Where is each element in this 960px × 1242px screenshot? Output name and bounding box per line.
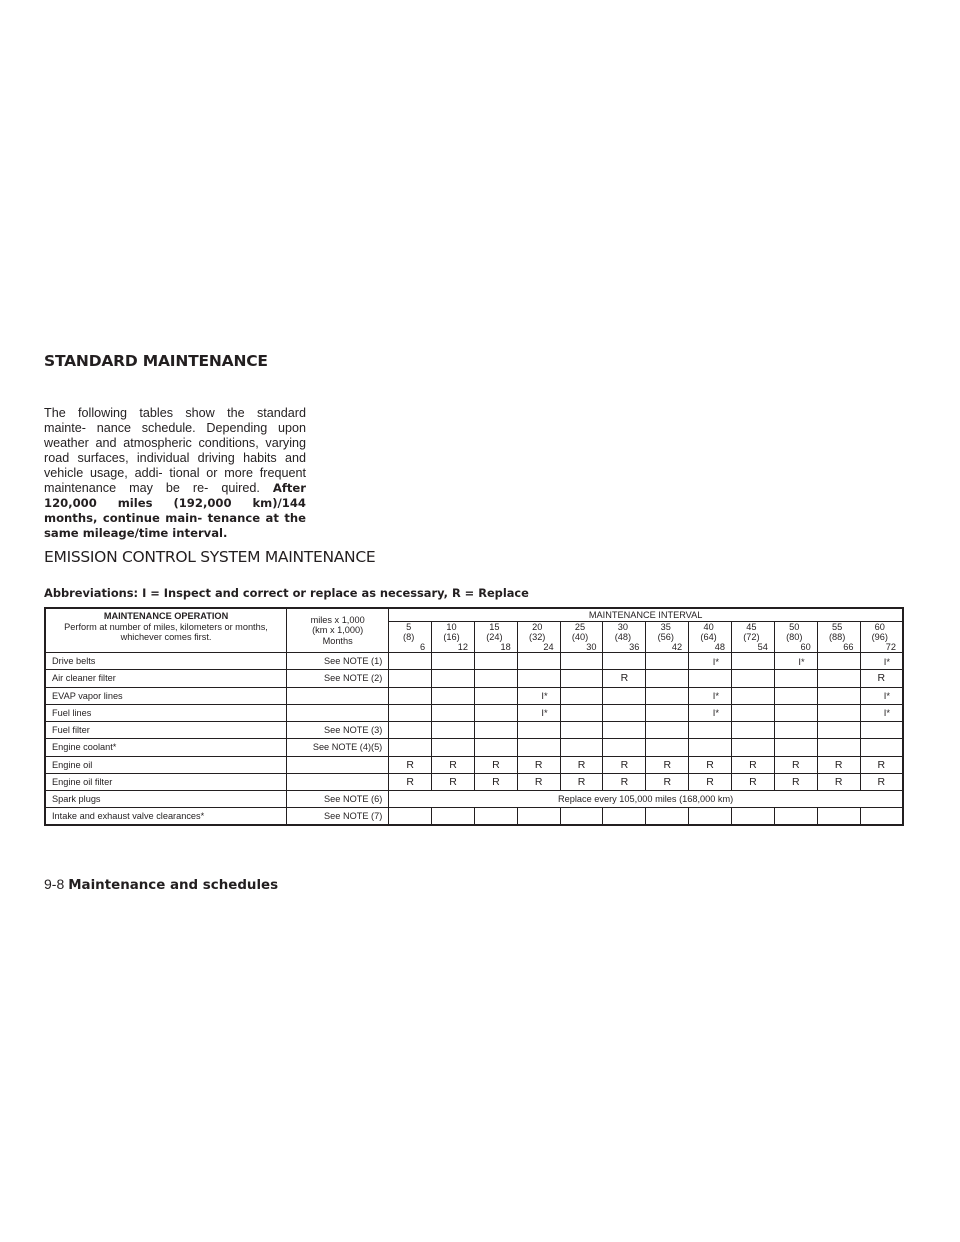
maintenance-note: See NOTE (2) <box>287 670 389 687</box>
interval-miles: 5 <box>406 622 412 632</box>
interval-cell <box>432 670 475 687</box>
interval-cell <box>646 739 689 756</box>
interval-cell: R <box>817 773 860 790</box>
interval-cell <box>732 704 775 721</box>
interval-cell <box>474 808 517 825</box>
maintenance-note: See NOTE (3) <box>287 722 389 739</box>
interval-cell: I* <box>517 704 560 721</box>
table-row <box>45 739 903 756</box>
interval-cell <box>646 653 689 670</box>
interval-cell: R <box>474 756 517 773</box>
operation-description: Perform at number of miles, kilometers or months, whichever comes first. <box>64 621 268 642</box>
interval-cell: R <box>603 773 646 790</box>
interval-cell <box>817 808 860 825</box>
interval-cell: R <box>389 756 432 773</box>
table-row <box>45 653 903 670</box>
interval-cell <box>432 704 475 721</box>
table-row <box>45 756 903 773</box>
interval-km: (88) <box>828 632 846 642</box>
interval-cell <box>774 704 817 721</box>
interval-cell <box>817 722 860 739</box>
emission-heading: EMISSION CONTROL SYSTEM MAINTENANCE <box>44 548 376 566</box>
interval-column-header <box>560 622 603 653</box>
maintenance-note: See NOTE (7) <box>287 808 389 825</box>
maintenance-table <box>44 607 904 826</box>
interval-cell <box>603 653 646 670</box>
interval-cell <box>817 653 860 670</box>
units-miles: miles x 1,000 <box>310 614 365 625</box>
interval-miles: 60 <box>874 622 885 632</box>
interval-miles: 15 <box>489 622 500 632</box>
interval-cell: I* <box>517 687 560 704</box>
interval-months: 6 <box>419 642 426 652</box>
interval-cell: R <box>774 756 817 773</box>
operation-header <box>45 608 287 653</box>
interval-cell <box>774 670 817 687</box>
maintenance-note <box>287 756 389 773</box>
interval-cell <box>774 687 817 704</box>
interval-months: 54 <box>757 642 768 652</box>
interval-cell: R <box>603 756 646 773</box>
maintenance-item: Intake and exhaust valve clearances* <box>45 808 287 825</box>
interval-cell <box>732 722 775 739</box>
interval-cell: R <box>560 773 603 790</box>
interval-km: (16) <box>443 632 460 642</box>
interval-months: 12 <box>457 642 468 652</box>
interval-km: (72) <box>743 632 760 642</box>
interval-miles: 50 <box>789 622 800 632</box>
interval-cell: I* <box>689 653 732 670</box>
interval-cell <box>817 739 860 756</box>
interval-column-header <box>432 622 475 653</box>
interval-months: 66 <box>843 642 854 652</box>
maintenance-note: See NOTE (4)(5) <box>287 739 389 756</box>
interval-cell: R <box>817 756 860 773</box>
interval-cell <box>689 739 732 756</box>
table-row <box>45 704 903 721</box>
maintenance-item: Engine coolant* <box>45 739 287 756</box>
interval-months: 30 <box>586 642 597 652</box>
interval-cell: I* <box>860 653 903 670</box>
interval-months: 48 <box>714 642 725 652</box>
interval-cell <box>560 739 603 756</box>
interval-cell <box>432 687 475 704</box>
maintenance-item: Engine oil <box>45 756 287 773</box>
section-heading: STANDARD MAINTENANCE <box>44 352 268 370</box>
interval-miles: 55 <box>831 622 843 632</box>
interval-cell <box>774 739 817 756</box>
page-number: 9-8 <box>44 876 65 892</box>
interval-cell: R <box>517 773 560 790</box>
interval-cell: R <box>774 773 817 790</box>
interval-cell: I* <box>689 687 732 704</box>
interval-cell: R <box>560 756 603 773</box>
table-row <box>45 773 903 790</box>
interval-cell <box>517 670 560 687</box>
interval-cell <box>432 808 475 825</box>
interval-cell: R <box>732 756 775 773</box>
maintenance-item: Drive belts <box>45 653 287 670</box>
page-footer <box>44 876 278 893</box>
maintenance-note: See NOTE (6) <box>287 791 389 808</box>
interval-cell <box>860 722 903 739</box>
interval-km: (24) <box>486 632 503 642</box>
interval-cell <box>646 704 689 721</box>
interval-km: (40) <box>571 632 589 642</box>
interval-cell <box>517 808 560 825</box>
interval-column-header <box>774 622 817 653</box>
interval-cell <box>560 670 603 687</box>
interval-cell: R <box>517 756 560 773</box>
interval-miles: 45 <box>746 622 757 632</box>
interval-cell <box>603 704 646 721</box>
interval-cell <box>474 670 517 687</box>
interval-cell <box>389 808 432 825</box>
table-row <box>45 687 903 704</box>
interval-column-header <box>603 622 646 653</box>
interval-cell <box>432 722 475 739</box>
interval-miles: 40 <box>703 622 714 632</box>
interval-cell <box>560 722 603 739</box>
interval-column-header <box>517 622 560 653</box>
interval-cell <box>817 687 860 704</box>
table-row <box>45 791 903 808</box>
interval-cell: R <box>689 773 732 790</box>
interval-cell <box>560 653 603 670</box>
maintenance-item: Air cleaner filter <box>45 670 287 687</box>
interval-months: 18 <box>500 642 511 652</box>
interval-cell <box>603 739 646 756</box>
interval-km: (8) <box>403 632 415 642</box>
interval-cell <box>603 808 646 825</box>
interval-cell: R <box>603 670 646 687</box>
interval-cell <box>689 722 732 739</box>
interval-cell <box>732 670 775 687</box>
interval-cell <box>474 653 517 670</box>
interval-column-header <box>860 622 903 653</box>
interval-cell: R <box>646 756 689 773</box>
interval-cell: R <box>689 756 732 773</box>
maintenance-item: Fuel filter <box>45 722 287 739</box>
interval-cell <box>646 722 689 739</box>
interval-cell <box>860 808 903 825</box>
interval-miles: 25 <box>574 622 586 632</box>
interval-cell: R <box>732 773 775 790</box>
interval-km: (80) <box>786 632 803 642</box>
maintenance-item: Spark plugs <box>45 791 287 808</box>
interval-km: (56) <box>657 632 674 642</box>
table-row <box>45 808 903 825</box>
interval-cell <box>389 704 432 721</box>
maintenance-note: See NOTE (1) <box>287 653 389 670</box>
interval-cell <box>474 704 517 721</box>
interval-cell <box>646 808 689 825</box>
interval-cell <box>732 687 775 704</box>
interval-column-header <box>646 622 689 653</box>
interval-cell: I* <box>774 653 817 670</box>
interval-cell: R <box>432 773 475 790</box>
interval-cell: I* <box>860 687 903 704</box>
interval-cell <box>560 808 603 825</box>
interval-cell <box>389 687 432 704</box>
interval-cell <box>732 653 775 670</box>
interval-cell <box>389 739 432 756</box>
units-km: (km x 1,000) <box>312 625 364 636</box>
table-row <box>45 722 903 739</box>
interval-cell <box>517 722 560 739</box>
interval-cell: R <box>860 773 903 790</box>
interval-cell <box>517 739 560 756</box>
interval-cell <box>389 722 432 739</box>
interval-cell <box>732 739 775 756</box>
interval-column-header <box>817 622 860 653</box>
interval-cell: R <box>646 773 689 790</box>
interval-cell: R <box>389 773 432 790</box>
interval-cell <box>517 653 560 670</box>
interval-cell <box>432 739 475 756</box>
intro-paragraph <box>44 406 306 541</box>
maintenance-item: EVAP vapor lines <box>45 687 287 704</box>
interval-cell <box>689 808 732 825</box>
operation-title: MAINTENANCE OPERATION <box>103 611 229 621</box>
maintenance-note <box>287 687 389 704</box>
interval-cell <box>817 704 860 721</box>
interval-cell <box>603 722 646 739</box>
intro-text: The following tables show the standard mainte- nance schedule. Depending upon weather and atmospheric conditions, varying road surfaces, individual driving habits and vehicle usage, addi- tional or more frequent maintenance may be re- quired. <box>44 406 306 495</box>
table-row <box>45 670 903 687</box>
interval-months: 24 <box>543 642 554 652</box>
interval-km: (64) <box>700 632 717 642</box>
interval-cell <box>860 739 903 756</box>
interval-cell: R <box>860 670 903 687</box>
interval-cell <box>560 704 603 721</box>
interval-cell <box>732 808 775 825</box>
interval-column-header <box>389 622 432 653</box>
interval-cell: R <box>860 756 903 773</box>
maintenance-note <box>287 773 389 790</box>
interval-cell <box>389 670 432 687</box>
interval-cell <box>389 653 432 670</box>
interval-cell: R <box>474 773 517 790</box>
interval-km: (96) <box>871 632 888 642</box>
interval-cell: I* <box>689 704 732 721</box>
interval-cell <box>774 722 817 739</box>
interval-cell <box>646 687 689 704</box>
interval-cell: I* <box>860 704 903 721</box>
interval-header: MAINTENANCE INTERVAL <box>389 608 903 622</box>
interval-cell <box>646 670 689 687</box>
interval-column-header <box>732 622 775 653</box>
interval-cell <box>474 687 517 704</box>
table-body <box>45 653 903 826</box>
intro-bold-note: After 120,000 miles (192,000 km)/144 months, continue main- tenance at the same mileage/time interval. <box>44 481 307 540</box>
units-months: Months <box>322 635 353 646</box>
interval-miles: 30 <box>617 622 628 632</box>
interval-column-header <box>689 622 732 653</box>
interval-cell <box>560 687 603 704</box>
interval-cell <box>689 670 732 687</box>
interval-km: (48) <box>614 632 632 642</box>
interval-months: 42 <box>671 642 683 652</box>
interval-miles: 20 <box>532 622 543 632</box>
interval-km: (32) <box>529 632 546 642</box>
maintenance-item: Engine oil filter <box>45 773 287 790</box>
interval-cell: R <box>432 756 475 773</box>
maintenance-item: Fuel lines <box>45 704 287 721</box>
interval-miles: 10 <box>446 622 457 632</box>
interval-months: 60 <box>800 642 811 652</box>
interval-cell <box>817 670 860 687</box>
units-header <box>287 608 389 653</box>
abbreviations-legend: Abbreviations: I = Inspect and correct or replace as necessary, R = Replace <box>44 586 529 600</box>
interval-span-note: Replace every 105,000 miles (168,000 km) <box>389 791 903 808</box>
interval-cell <box>474 722 517 739</box>
interval-months: 72 <box>885 642 896 652</box>
maintenance-note <box>287 704 389 721</box>
interval-cell <box>432 653 475 670</box>
interval-miles: 35 <box>660 622 671 632</box>
interval-months: 36 <box>629 642 640 652</box>
interval-cell <box>774 808 817 825</box>
chapter-title: Maintenance and schedules <box>68 878 279 893</box>
interval-cell <box>474 739 517 756</box>
interval-cell <box>603 687 646 704</box>
interval-column-header <box>474 622 517 653</box>
